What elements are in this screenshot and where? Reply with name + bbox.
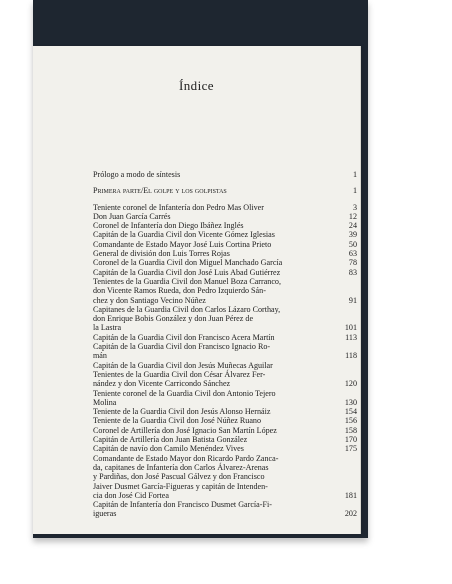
toc-entry-page: 3 (352, 202, 357, 212)
toc-entry-text: Coronel de la Guardia Civil don Miguel Manchado García (93, 258, 283, 268)
toc-entry-page: 202 (344, 509, 357, 519)
toc-entry (93, 342, 357, 361)
toc-entry-page: 83 (348, 267, 357, 277)
toc-entry-page: 1 (352, 186, 357, 196)
toc-entry-page: 175 (344, 444, 357, 454)
toc-entry (93, 249, 357, 258)
toc-entry-page: 101 (344, 323, 357, 333)
toc-entry-text: Capitán de la Guardia Civil don Francisco Acera Martín (93, 332, 275, 342)
toc-entry-page: 50 (348, 239, 357, 249)
toc-entry (93, 370, 357, 389)
toc-entry-page: 158 (344, 425, 357, 435)
toc-entry (93, 212, 357, 221)
toc-entry-page: 1 (352, 170, 357, 179)
toc-entry-page: 118 (345, 351, 357, 361)
toc-entry (93, 170, 357, 179)
toc-entry (93, 500, 357, 519)
toc-entry-text: Capitán de la Guardia Civil don Jesús Muñecas Aguilar (93, 360, 273, 370)
toc-entry (93, 186, 357, 195)
toc-entry (93, 203, 357, 212)
toc-entry-page: 24 (348, 221, 357, 231)
toc-entry-text: Capitán de la Guardia Civil don Vicente Gómez Iglesias (93, 230, 275, 240)
toc-entry-text: Tenientes de la Guardia Civil don Manuel Boza Carranco, don Vicente Ramos Rueda, don Pedro Izquierdo Sán- chez y don Santiago Vecino Núñez (93, 276, 282, 305)
toc-entry-text: Comandante de Estado Mayor don Ricardo Pardo Zanca- da, capitanes de Infantería don Carlos Álvarez-Arenas y Pardiñas, don José Pascual Gálvez y don Francisco Jaiver Dusmet García-Figueras y capitán de Intenden- cia don José Cid Fortea (93, 453, 279, 500)
toc-entry-page: 170 (344, 435, 357, 445)
toc-entry-text: Capitán de navío don Camilo Menéndez Vives (93, 444, 244, 454)
toc-entry-text: Prólogo a modo de síntesis (93, 170, 181, 179)
toc-entry (93, 305, 357, 333)
toc-entry-page: 181 (344, 490, 357, 500)
toc-entry-text: Teniente de la Guardia Civil don Jesús Alonso Hernáiz (93, 407, 271, 417)
toc-entry-page: 91 (348, 295, 357, 305)
toc-entry (93, 454, 357, 500)
toc-entry (93, 426, 357, 435)
toc-entry (93, 230, 357, 239)
toc-entry (93, 361, 357, 370)
toc-entry (93, 258, 357, 267)
toc-entry-page: 113 (345, 332, 357, 342)
toc-entry-text: Capitanes de la Guardia Civil don Carlos Lázaro Corthay, don Enrique Bobis González y don Juan Pérez de la Lastra (93, 304, 281, 333)
toc-entry (93, 333, 357, 342)
toc-entry-text: Coronel de Infantería don Diego Ibáñez Inglés (93, 221, 244, 231)
toc-entry-page: 156 (344, 416, 357, 426)
toc-entry-text: Coronel de Artillería don José Ignacio San Martín López (93, 425, 277, 435)
toc-entry-text: Tenientes de la Guardia Civil don César Álvarez Fer- nández y don Vicente Carricondo Sánchez (93, 369, 266, 389)
toc-entry (93, 444, 357, 453)
toc-entry-text: Primera parte/El golpe y los golpistas (93, 186, 227, 196)
toc-entry-text: Teniente coronel de la Guardia Civil don Antonio Tejero Molina (93, 388, 276, 407)
table-of-contents (93, 170, 357, 519)
toc-entry (93, 416, 357, 425)
toc-entry-text: Teniente de la Guardia Civil don José Núñez Ruano (93, 416, 262, 426)
toc-entry (93, 435, 357, 444)
toc-entry-text: Capitán de Infantería don Francisco Dusmet García-Fi- igueras (93, 500, 272, 519)
toc-entry-text: Capitán de la Guardia Civil don Francisco Ignacio Ro- mán (93, 342, 271, 361)
toc-entry (93, 407, 357, 416)
toc-entry-text: General de división don Luis Torres Rojas (93, 249, 230, 259)
toc-entry (93, 221, 357, 230)
toc-entry (93, 277, 357, 305)
toc-entry-page: 63 (348, 249, 357, 259)
toc-entry-text: Capitán de Artillería don Juan Batista González (93, 435, 248, 445)
toc-entry-text: Capitán de la Guardia Civil don José Luis Abad Gutiérrez (93, 267, 281, 277)
toc-entry-page: 12 (348, 211, 357, 221)
toc-entry-page: 154 (344, 407, 357, 417)
toc-entry-page: 120 (344, 379, 357, 389)
toc-entry-page: 130 (344, 397, 357, 407)
toc-entry (93, 240, 357, 249)
toc-entry-page: 78 (348, 258, 357, 268)
toc-entry-text: Comandante de Estado Mayor José Luis Cortina Prieto (93, 239, 272, 249)
page-title: Índice (179, 78, 214, 93)
toc-entry (93, 389, 357, 408)
toc-entry-text: Teniente coronel de Infantería don Pedro Mas Oliver (93, 202, 264, 212)
toc-entry-page: 39 (348, 230, 357, 240)
toc-entry-text: Don Juan García Carrés (93, 211, 171, 221)
toc-entry (93, 268, 357, 277)
book-page (33, 46, 361, 534)
